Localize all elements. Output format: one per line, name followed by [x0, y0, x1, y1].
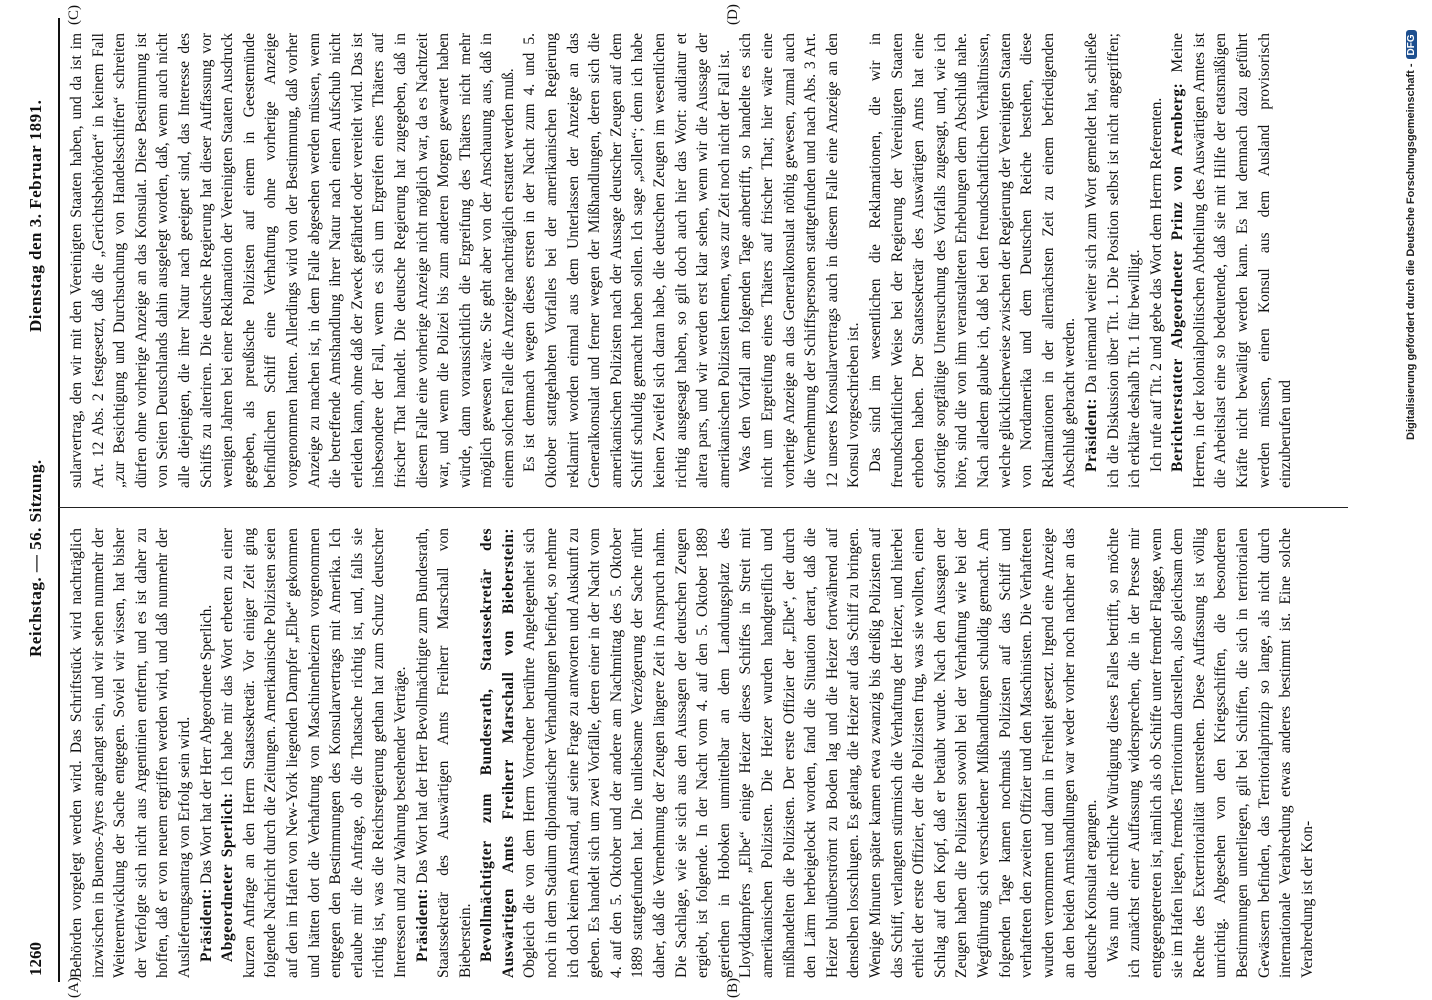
- header-left-title: Reichstag. — 56. Sitzung.: [26, 459, 45, 657]
- paragraph: Es ist demnach wegen dieses ersten in der Nacht zum 4. und 5. Oktober stattgehabten Vorfalles bei der amerikanischen Regierung reklamirt worden einmal aus dem Unterlassen der Anzeige an das Generalkonsulat und ferner wegen der Mißhandlungen, deren sich die amerikanischen Polizisten nach der Aussage deutscher Zeugen auf dem Schiff schuldig gemacht haben sollen. Ich sage „sollen“; denn ich habe keinen Zweifel sich daran habe, die deutschen Zeugen im wesentlichen richtig ausgesagt haben, so gilt doch auch hier das Wort: audiatur et altera pars, und wir werden erst klar sehen, wenn wir die Aussage der amerikanischen Polizisten kennen, was zur Zeit noch nicht der Fall ist.: [521, 33, 733, 488]
- paragraph-text: Meine Herren, in der kolonialpolitischen Abtheilung des Auswärtigen Amtes ist die Arbeitslast eine so bedeutende, daß sie mit Hilfe der etatsmäßigen Kräfte nicht bewältigt werden kann. Es hat demnach dazu geführt werden müssen, einen Konsul aus dem Ausland provisorisch einzuberufen und: [1169, 33, 1295, 488]
- speaker-name: Präsident:: [413, 888, 431, 962]
- margin-mark-c: (C): [66, 5, 82, 25]
- paragraph: Das sind im wesentlichen die Reklamationen, die wir in freundschaftlicher Weise bei der Regierung der Vereinigten Staaten erhoben haben. Der Staatssekretär des Auswärtigen Amts hat eine sofortige sorgfältige Untersuchung des Vorfalls zugesagt, und, wie ich höre, sind die von ihm veranstalteten Erhebungen dem Abschluß nahe. Nach alledem glaube ich, daß bei den freundschaftlichen Verhältnissen, welche glücklicherweise zwischen der Regierung der Vereinigten Staaten von Nordamerika und dem Deutschen Reiche bestehen, diese Reklamationen in der allernächsten Zeit zu einem befriedigenden Abschluß gebracht werden.: [866, 33, 1079, 488]
- paragraph: [1167, 33, 1297, 488]
- credit-text: Digitalisierung gefördert durch die Deutsche Forschungsgemeinschaft -: [1405, 63, 1417, 440]
- left-column: [66, 528, 1356, 978]
- paragraph: [1081, 33, 1146, 488]
- paragraph-text: Obgleich die von dem Herrn Vorredner berührte Angelegenheit sich noch in dem Stadium diplomatischer Verhandlungen befindet, so nehme ich doch keinen Anstand, auf seine Frage zu antworten und Auskunft zu geben. Es handelt sich um zwei Vorfälle, deren einer in der Nacht vom 4. auf den 5. Oktober und der andere am Nachmittag des 5. Oktober 1889 stattgefunden hat. Die unliebsame Verzögerung der Sache rührt daher, daß die Vernehmung der Zeugen längere Zeit in Anspruch nahm. Die Sachlage, wie sie sich aus den Aussagen der deutschen Zeugen ergiebt, ist folgende. In der Nacht vom 4. auf den 5. Oktober 1889 geriethen in Hoboken unmittelbar an dem Landungsplatz des Lloyddampfers „Elbe“ einige Heizer dieses Schiffes in Streit mit amerikanischen Polizisten. Die Heizer wurden handgreiflich und mißhandelten die Polizisten. Der erste Offizier der „Elbe“, der durch den Lärm herbeigelockt worden, fand die Situation derart, daß die Heizer blutüberströmt zu Boden lag und die Heizer fortwährend auf denselben losschlugen. Es gelang, die Heizer auf das Schiff zu bringen. Wenige Minuten später kamen etwa zwanzig bis dreißig Polizisten auf das Schiff, verlangten stürmisch die Verhaftung der Heizer, und hierbei erhielt der erste Offizier, der die Polizisten frug, was sie wollten, einen Schlag auf den Kopf, daß er betäubt wurde. Nach den Aussagen der Zeugen haben die Polizisten sowohl bei der Verhaftung wie bei der Wegführung sich verschiedener Mißhandlungen schuldig gemacht. Am folgenden Tage kamen nochmals Polizisten auf das Schiff und verhafteten den zweiten Offizier und den Maschinisten. Die Verhafteten wurden vernommen und dann in Freiheit gesetzt. Irgend eine Anzeige an den beiden Amtshandlungen war weder vorher noch nachher an das deutsche Konsulat ergangen.: [521, 528, 1100, 978]
- paragraph: Ich rufe auf Tit. 2 und gebe das Wort dem Herrn Referenten.: [1147, 97, 1165, 472]
- margin-mark-a: (A): [66, 977, 82, 998]
- paragraph: sularvertrag, den wir mit den Vereinigten Staaten haben, und da ist im Art. 12 Abs. 2 festgesetzt, daß die „Gerichtsbehörden“ in keinem Fall „zur Besichtigung und Durchsuchung von Handelsschiffen“ schreiten dürfen ohne vorherige Anzeige an das Konsulat. Diese Bestimmung ist von Seiten Deutschlands dahin ausgelegt worden, daß, wenn auch nicht alle diejenigen, die ihrer Natur nach geeignet sind, das Interesse des Schiffs zu alteriren. Die deutsche Regierung hat dieser Auffassung vor wenigen Jahren bei einer Reklamation der Vereinigten Staaten Ausdruck gegeben, als preußische Polizisten auf einem in Geestemünde befindlichen Schiff eine Verhaftung ohne vorherige Anzeige vorgenommen hatten. Allerdings wird von der Bestimmung, daß vorher Anzeige zu machen ist, in dem Falle abgesehen werden müssen, wenn die betreffende Amtshandlung ihrer Natur nach einen Aufschub nicht erleiden kann, ohne daß der Zweck gefährdet oder vereitelt wird. Das ist insbesondere der Fall, wenn es sich um Ergreifen eines Thäters auf frischer That handelt. Die deutsche Regierung hat zugegeben, daß in diesem Falle eine vorherige Anzeige nicht möglich war, da es Nachtzeit war, und wenn die Polizei bis zum anderen Morgen gewartet haben würde, dann voraussichtlich die Ergreifung des Thäters nicht mehr möglich gewesen wäre. Sie geht aber von der Anschauung aus, daß in einem solchen Falle die Anzeige nachträglich erstattet werden muß.: [68, 33, 517, 488]
- paragraph: Behörden vorgelegt werden wird. Das Schriftstück wird nachträglich inzwischen in Buenos-Ayres angelangt sein, und wir sehen nunmehr der Weiterentwicklung der Sache entgegen. Soviel wir wissen, hat bisher der Verfolgte sich nicht aus Argentinien entfernt, und es ist daher zu hoffen, daß er von neuem ergriffen werden wird, und daß nunmehr der Auslieferungsantrag von Erfolg sein wird.: [68, 528, 193, 978]
- paragraph: [412, 528, 477, 978]
- dfg-logo: DFG: [1406, 30, 1417, 59]
- speaker-name: Präsident:: [1082, 398, 1100, 472]
- paragraph-text: Ich habe mir das Wort erbeten zu einer kurzen Anfrage an den Herrn Staatssekretär. Vor einiger Zeit ging folgende Nachricht durch die Zeitungen. Amerikanische Polizisten seien auf den im Hafen von New-York liegenden Dampfer „Elbe“ gekommen und hätten dort die Verhaftung von Maschinenheizern vorgenommen entgegen den Bestimmungen des Konsularvertrags mit Amerika. Ich erlaube mir die Anfrage, ob die Thatsache richtig ist, und, falls sie richtig ist, was die Reichsregierung gethan hat zum Schutz deutscher Interessen und zur Wahrung bestehender Verträge.: [219, 528, 409, 978]
- margin-mark-b: (B): [725, 978, 741, 998]
- header-right-title: Dienstag den 3. Februar 1891.: [26, 99, 45, 332]
- paragraph: [476, 528, 1102, 978]
- paragraph: Was nun die rechtliche Würdigung dieses Falles betrifft, so möchte ich zunächst einer Auffassung widersprechen, die in der Presse mir entgegengetreten ist, nämlich als ob Schiffe unter fremder Flagge, wenn sie im Hafen liegen, fremdes Territorium darstellen, also gleichsam dem Rechte des Exterritorialität unterstehen. Diese Auffassung ist völlig unrichtig. Abgesehen von den Kriegsschiffen, die besonderen Bestimmungen unterliegen, gilt bei Schiffen, die sich in territorialen Gewässern befinden, das Territorialprinzip so lange, als nicht durch internationale Verabredung etwas anderes bestimmt ist. Eine solche Verabredung ist der Kon-: [1104, 528, 1316, 978]
- page-header: [16, 18, 60, 982]
- paragraph: [217, 528, 411, 978]
- speaker-name: Abgeordneter Sperlich:: [219, 792, 237, 962]
- page-number: 1260: [26, 942, 45, 976]
- digitization-credit: [1405, 30, 1417, 440]
- paragraph-text: Das Wort hat der Herr Abgeordnete Sperlich.: [197, 604, 215, 885]
- column-divider: [58, 507, 1348, 508]
- paragraph-text: Das Wort hat der Herr Bevollmächtigte zum Bundesrath, Staatssekretär des Auswärtigen Amts Freiherr Marschall von Bieberstein.: [413, 528, 474, 978]
- right-column: [66, 33, 1356, 488]
- speaker-name: Präsident:: [197, 888, 215, 962]
- paragraph: Was den Vorfall am folgenden Tage anbetrifft, so handelte es sich nicht um Ergreifung eines Thäters auf frischer That; hier wäre eine vorherige Anzeige an das Generalkonsulat nöthig gewesen, zumal auch die Vernehmung der Schiffspersonen stattgefunden und nach Abs. 3 Art. 12 unseres Konsularvertrags auch in diesem Falle eine Anzeige an den Konsul vorgeschrieben ist.: [737, 33, 863, 488]
- speaker-name: Berichterstatter Abgeordneter Prinz von Arenberg:: [1169, 82, 1187, 472]
- paragraph-text: Da niemand weiter sich zum Wort gemeldet hat, schließe ich die Diskussion über Tit. 1. Die Position selbst ist nicht angegriffen; ich erkläre deshalb Tit. 1 für bewilligt.: [1082, 33, 1144, 488]
- margin-mark-d: (D): [725, 4, 741, 25]
- speaker-name: Bevollmächtigter zum Bundesrath, Staatssekretär des Auswärtigen Amts Freiherr Marschall von Bieberstein:: [478, 528, 517, 978]
- paragraph: [196, 528, 218, 978]
